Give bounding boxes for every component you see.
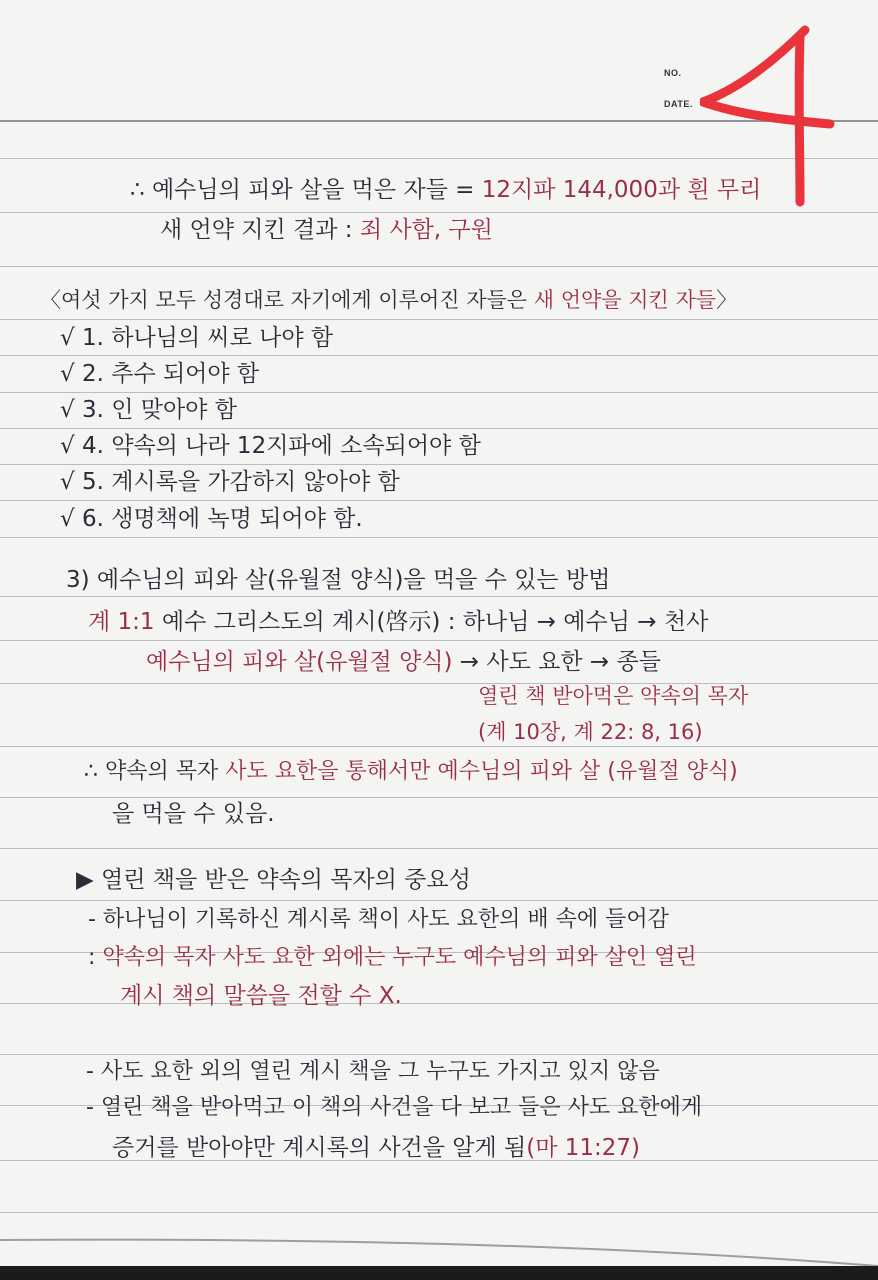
rule [0, 848, 878, 849]
method-title [66, 566, 610, 594]
note-text: ▶ 열린 책을 받은 약속의 목자의 중요성 [76, 867, 471, 893]
conclusion-line-1 [130, 176, 761, 204]
note-text: 12지파 144,000과 흰 무리 [481, 177, 762, 203]
page-bottom-edge [0, 1266, 878, 1280]
no-label: NO. [664, 68, 682, 78]
six-conditions-title [40, 286, 737, 314]
note-text: √ 4. 약속의 나라 12지파에 소속되어야 함 [60, 433, 481, 459]
note-text: 을 먹을 수 있음. [112, 801, 275, 827]
therefore-line-1 [84, 758, 738, 786]
rule [0, 537, 878, 538]
conclusion-line-2 [160, 216, 493, 244]
note-text: - 하나님이 기록하신 계시록 책이 사도 요한의 배 속에 들어감 [88, 907, 669, 932]
note-text: 3) 예수님의 피와 살(유월절 양식)을 먹을 수 있는 방법 [66, 567, 611, 593]
note-text: - 사도 요한 외의 열린 계시 책을 그 누구도 가지고 있지 않음 [86, 1059, 660, 1084]
method-line-2 [146, 648, 661, 676]
rule [0, 319, 878, 320]
note-text: → 사도 요한 → 종들 [452, 649, 661, 675]
note-text: √ 2. 추수 되어야 함 [60, 361, 260, 387]
note-text: 죄 사함, 구원 [359, 217, 493, 243]
note-text: √ 5. 계시록을 가감하지 않아야 함 [60, 469, 400, 495]
importance-line-3 [120, 982, 402, 1010]
note-text: 계시 책의 말씀을 전할 수 X. [120, 983, 402, 1009]
note-text: ∴ 예수님의 피와 살을 먹은 자들 = [130, 177, 482, 203]
note-text: 예수 그리스도의 계시(啓示) : 하나님 → 예수님 → 천사 [161, 609, 709, 635]
method-line-3 [478, 682, 748, 710]
note-text: 사도 요한을 통해서만 예수님의 피와 살 (유월절 양식) [225, 759, 738, 784]
note-text: : [88, 945, 103, 970]
rule [0, 428, 878, 429]
rule [0, 212, 878, 213]
therefore-line-2 [112, 800, 275, 828]
note-text: (마 11:27) [526, 1135, 641, 1161]
rule [0, 640, 878, 641]
note-text: 약속의 목자 사도 요한 외에는 누구도 예수님의 피와 살인 열린 [102, 945, 697, 970]
note-text: 열린 책 받아먹은 약속의 목자 [478, 684, 749, 708]
note-text: 새 언약을 지킨 자들 [533, 288, 717, 312]
rule [0, 1212, 878, 1213]
note-text: - 열린 책을 받아먹고 이 책의 사건을 다 보고 들은 사도 요한에게 [86, 1095, 703, 1120]
rule [0, 392, 878, 393]
note-text: ∴ 약속의 목자 [84, 759, 226, 784]
rule [0, 746, 878, 747]
condition-1 [60, 324, 333, 352]
importance-title [76, 866, 471, 894]
final-line-2 [86, 1094, 702, 1122]
condition-3 [60, 396, 237, 424]
condition-5 [60, 468, 400, 496]
rule [0, 355, 878, 356]
note-text: (계 10장, 계 22: 8, 16) [478, 720, 703, 744]
note-text: 예수님의 피와 살(유월절 양식) [146, 649, 453, 675]
condition-4 [60, 432, 481, 460]
final-line-3 [112, 1134, 640, 1162]
note-text: 새 언약 지킨 결과 : [160, 217, 360, 243]
note-text: √ 1. 하나님의 씨로 나야 함 [60, 325, 334, 351]
rule [0, 1054, 878, 1055]
note-text: 증거를 받아야만 계시록의 사건을 알게 됨 [112, 1135, 527, 1161]
method-line-4 [478, 718, 703, 746]
importance-line-1 [88, 906, 669, 934]
note-text: 〈여섯 가지 모두 성경대로 자기에게 이루어진 자들은 [40, 288, 534, 312]
final-line-1 [86, 1058, 660, 1086]
importance-line-2 [88, 944, 697, 972]
condition-6 [60, 505, 363, 533]
rule [0, 266, 878, 267]
rule [0, 500, 878, 501]
rule [0, 596, 878, 597]
rule [0, 900, 878, 901]
method-line-1 [88, 608, 708, 636]
note-text: √ 3. 인 맞아야 함 [60, 397, 237, 423]
condition-2 [60, 360, 259, 388]
rule [0, 797, 878, 798]
rule [0, 464, 878, 465]
date-label: DATE. [664, 99, 693, 109]
page-curl [0, 1230, 878, 1270]
note-text: 〉 [716, 288, 738, 312]
note-text: √ 6. 생명책에 녹명 되어야 함. [60, 506, 363, 532]
note-text: 계 1:1 [88, 609, 162, 635]
